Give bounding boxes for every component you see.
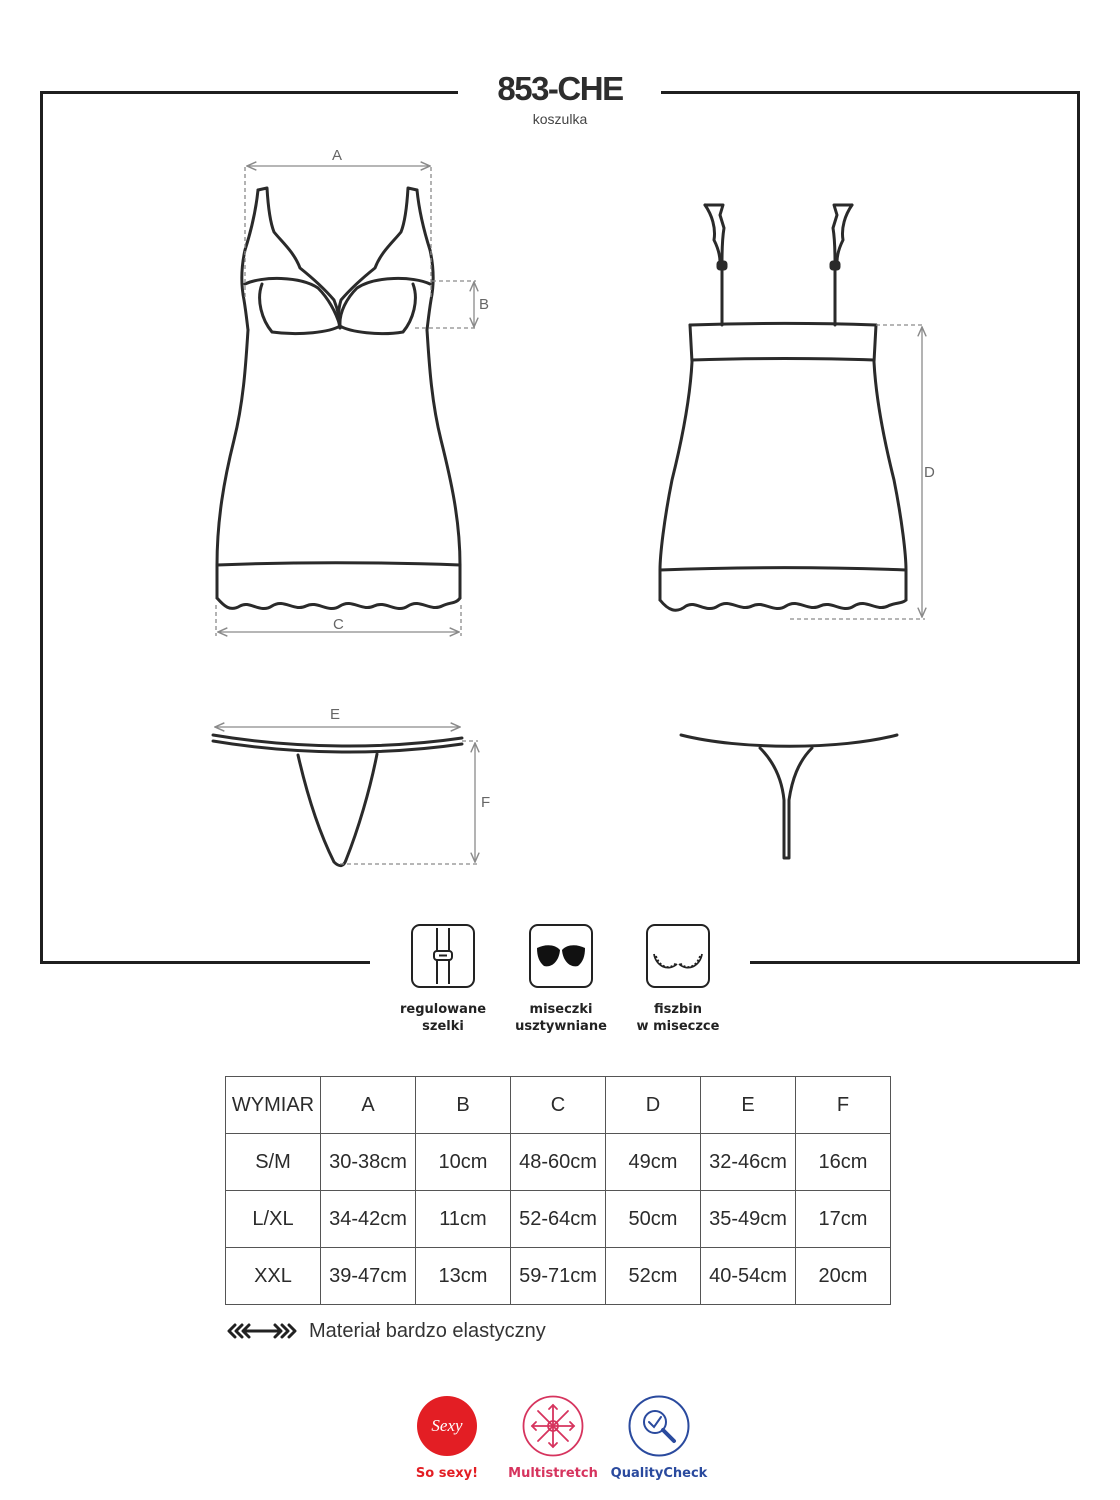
dimension-lines [215, 166, 925, 864]
badge-label: So sexy! [415, 1466, 479, 1481]
table-cell: 34-42cm [321, 1191, 416, 1248]
product-code: 853-CHE [497, 70, 623, 107]
table-header-cell: F [796, 1077, 891, 1134]
feature-label-line2: szelki [422, 1019, 464, 1034]
feature-label-line1: fiszbin [654, 1002, 702, 1017]
frame-bottom-right [750, 961, 1080, 964]
thong-back-drawing [681, 735, 897, 858]
product-type: koszulka [532, 111, 588, 127]
table-header-cell: C [511, 1077, 606, 1134]
table-cell: 40-54cm [701, 1248, 796, 1305]
dimension-label-e: E [330, 706, 341, 723]
frame-bottom-left [40, 961, 370, 964]
so-sexy-icon [416, 1395, 478, 1457]
dimension-label-d: D [924, 464, 935, 481]
stretch-arrows-icon [227, 1321, 297, 1341]
table-cell: 39-47cm [321, 1248, 416, 1305]
table-row [226, 1134, 891, 1191]
elastic-note: Materiał bardzo elastyczny [309, 1319, 546, 1342]
table-cell: XXL [226, 1248, 321, 1305]
table-cell: 20cm [796, 1248, 891, 1305]
table-header-cell: WYMIAR [226, 1077, 321, 1134]
table-cell: 52-64cm [511, 1191, 606, 1248]
quality-check-icon [628, 1395, 690, 1457]
table-cell: L/XL [226, 1191, 321, 1248]
thong-front-drawing [213, 735, 462, 866]
table-cell: 48-60cm [511, 1134, 606, 1191]
chemise-back-drawing [660, 205, 906, 610]
badge-multistretch [493, 1395, 613, 1481]
size-table [225, 1076, 891, 1305]
badge-label: Multistretch [508, 1466, 598, 1481]
padded-cups-icon [529, 924, 593, 988]
table-cell: 10cm [416, 1134, 511, 1191]
badge-quality-check [599, 1395, 719, 1481]
chemise-front-drawing [217, 188, 460, 609]
table-cell: 32-46cm [701, 1134, 796, 1191]
dimension-label-b: B [479, 296, 490, 313]
badge-so-sexy [387, 1395, 507, 1481]
table-cell: 16cm [796, 1134, 891, 1191]
adjustable-straps-icon [411, 924, 475, 988]
underwire-icon [646, 924, 710, 988]
badge-label: QualityCheck [610, 1466, 708, 1481]
table-row [226, 1248, 891, 1305]
dimension-label-f: F [481, 794, 491, 811]
dimension-label-a: A [332, 147, 343, 164]
feature-label-line2: w miseczce [636, 1019, 720, 1034]
table-row [226, 1191, 891, 1248]
feature-label-line2: usztywniane [515, 1019, 607, 1034]
table-header-row [226, 1077, 891, 1134]
dimension-label-c: C [333, 616, 344, 633]
badge-inner-text: Sexy [431, 1416, 463, 1435]
table-cell: S/M [226, 1134, 321, 1191]
table-header-cell: B [416, 1077, 511, 1134]
table-header-cell: E [701, 1077, 796, 1134]
table-header-cell: D [606, 1077, 701, 1134]
table-cell: 30-38cm [321, 1134, 416, 1191]
table-cell: 35-49cm [701, 1191, 796, 1248]
table-cell: 17cm [796, 1191, 891, 1248]
table-cell: 50cm [606, 1191, 701, 1248]
multistretch-icon [522, 1395, 584, 1457]
table-cell: 13cm [416, 1248, 511, 1305]
table-cell: 59-71cm [511, 1248, 606, 1305]
feature-underwire [598, 924, 758, 1035]
elastic-note-row [227, 1318, 546, 1344]
feature-label-line1: miseczki [529, 1002, 593, 1017]
table-header-cell: A [321, 1077, 416, 1134]
feature-label-line1: regulowane [399, 1002, 487, 1017]
table-cell: 11cm [416, 1191, 511, 1248]
table-cell: 52cm [606, 1248, 701, 1305]
table-cell: 49cm [606, 1134, 701, 1191]
